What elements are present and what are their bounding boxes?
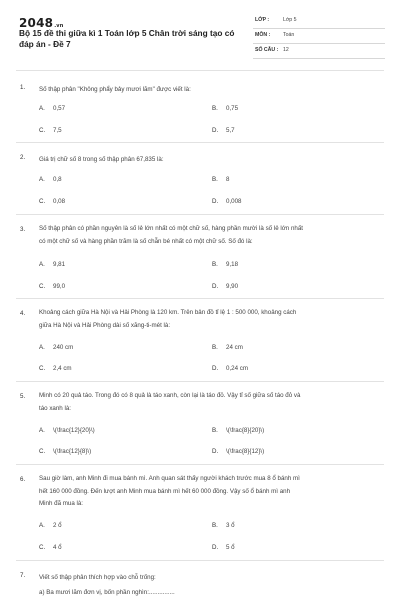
divider (16, 70, 384, 71)
option-letter: B. (212, 427, 218, 434)
info-label: MÔN : (255, 32, 271, 38)
option-text: \(\frac{12}{8}\) (53, 448, 92, 455)
option-letter: A. (39, 105, 45, 112)
option-b[interactable] (212, 522, 235, 529)
option-c[interactable] (39, 127, 62, 134)
option-letter: B. (212, 344, 218, 351)
option-d[interactable] (212, 127, 235, 134)
option-c[interactable] (39, 283, 65, 290)
option-b[interactable] (212, 176, 229, 183)
option-text: 8 (226, 176, 230, 183)
divider (16, 560, 384, 561)
option-letter: A. (39, 427, 45, 434)
option-letter: B. (212, 105, 218, 112)
question-number: 6. (20, 476, 26, 483)
option-d[interactable] (212, 544, 235, 551)
option-letter: C. (39, 448, 46, 455)
option-letter: D. (212, 127, 219, 134)
option-text: 240 cm (53, 344, 74, 351)
option-letter: B. (212, 176, 218, 183)
logo-suffix: .vn (54, 23, 64, 29)
option-d[interactable] (212, 448, 264, 455)
option-d[interactable] (212, 198, 241, 205)
page-title: Bộ 15 đề thi giữa kì 1 Toán lớp 5 Chân trời sáng tạo có đáp án - Đề 7 (19, 28, 235, 49)
option-text: \(\frac{8}{12}\) (226, 448, 265, 455)
option-text: 0,75 (226, 105, 239, 112)
question-text-line: hết 160 000 đồng. Đến lượt anh Minh mua bánh mì hết 60 000 đồng. Vậy số ổ bánh mì anh (39, 487, 291, 495)
question-text-line: Minh có 20 quả táo. Trong đó có 8 quả là táo xanh, còn lại là táo đỏ. Vậy tỉ số giữa số táo đỏ và (39, 392, 301, 399)
info-row-class (253, 14, 385, 29)
question-text (39, 307, 379, 332)
option-letter: A. (39, 261, 45, 268)
option-text: \(\frac{8}{20}\) (226, 427, 265, 434)
divider (16, 298, 384, 299)
option-a[interactable] (39, 105, 65, 112)
question-text-line: Minh đã mua là: (39, 500, 84, 507)
question-number: 3. (20, 226, 26, 233)
logo-main: 2048 (19, 16, 54, 30)
option-letter: A. (39, 176, 45, 183)
info-value: 12 (283, 47, 289, 53)
option-d[interactable] (212, 283, 238, 290)
option-text: 9,18 (226, 261, 239, 268)
divider (16, 142, 384, 143)
option-letter: C. (39, 127, 46, 134)
option-text: 2 ổ (53, 522, 62, 529)
option-text: 2,4 cm (53, 365, 72, 372)
question-number: 1. (20, 84, 26, 91)
option-b[interactable] (212, 261, 238, 268)
option-b[interactable] (212, 344, 243, 351)
question-text-line: Sau giờ làm, anh Minh đi mua bánh mì. Anh quan sát thấy người khách trước mua 8 ổ bánh mì (39, 475, 300, 482)
divider (16, 464, 384, 465)
question-text (39, 223, 379, 248)
question-text-line: táo xanh là: (39, 404, 71, 412)
divider (16, 381, 384, 382)
option-text: 0,008 (226, 198, 242, 205)
option-a[interactable] (39, 522, 62, 529)
question-text-line: Khoảng cách giữa Hà Nội và Hải Phòng là 120 km. Trên bản đồ tỉ lệ 1 : 500 000, khoảng cách (39, 309, 297, 316)
option-text: 24 cm (226, 344, 243, 351)
option-a[interactable] (39, 176, 62, 183)
option-letter: D. (212, 198, 219, 205)
option-text: 0,8 (53, 176, 62, 183)
option-text: 99,0 (53, 283, 66, 290)
question-number: 2. (20, 154, 26, 161)
option-text: 3 ổ (226, 522, 235, 529)
option-letter: B. (212, 522, 218, 529)
option-letter: A. (39, 344, 45, 351)
option-c[interactable] (39, 448, 91, 455)
option-a[interactable] (39, 427, 95, 434)
option-text: 9,81 (53, 261, 66, 268)
question-text: Giá trị chữ số 8 trong số thập phân 67,835 là: (39, 156, 164, 163)
option-letter: D. (212, 283, 219, 290)
question-text (39, 390, 379, 415)
option-text: 5,7 (226, 127, 235, 134)
option-c[interactable] (39, 198, 65, 205)
question-text-line: có một chữ số và hàng phần trăm là số chẵn bé nhất có một chữ số. Số đó là: (39, 237, 253, 245)
option-letter: C. (39, 544, 46, 551)
info-row-question-count (253, 44, 385, 59)
option-letter: D. (212, 365, 219, 372)
info-value: Toán (283, 32, 295, 38)
option-text: 0,57 (53, 105, 66, 112)
option-b[interactable] (212, 427, 264, 434)
option-text: 4 ổ (53, 544, 62, 551)
question-text: Số thập phân "Không phẩy bảy mươi lăm" được viết là: (39, 86, 191, 93)
question-number: 7. (20, 572, 26, 579)
option-c[interactable] (39, 544, 62, 551)
option-text: \(\frac{12}{20}\) (53, 427, 95, 434)
option-text: 9,90 (226, 283, 239, 290)
option-d[interactable] (212, 365, 248, 372)
option-letter: D. (212, 544, 219, 551)
info-value: Lớp 5 (283, 17, 297, 23)
page-header (0, 0, 400, 62)
option-letter: A. (39, 522, 45, 529)
option-letter: D. (212, 448, 219, 455)
question-number: 5. (20, 393, 26, 400)
option-letter: C. (39, 283, 46, 290)
option-a[interactable] (39, 344, 73, 351)
question-text-line: Số thập phân có phần nguyên là số lẻ lớn nhất có một chữ số, hàng phần mười là số lẻ lớn nhất (39, 225, 303, 232)
option-a[interactable] (39, 261, 65, 268)
option-text: 0,24 cm (226, 365, 249, 372)
info-label: SỐ CÂU : (255, 47, 279, 53)
option-b[interactable] (212, 105, 238, 112)
question-text: Viết số thập phân thích hợp vào chỗ trống: (39, 574, 156, 581)
option-letter: C. (39, 365, 46, 372)
exam-info-box (253, 14, 385, 59)
option-text: 0,08 (53, 198, 66, 205)
option-letter: C. (39, 198, 46, 205)
question-text (39, 473, 379, 511)
question-text-line: giữa Hà Nội và Hải Phòng dài số xăng-ti-mét là: (39, 321, 171, 329)
divider (16, 214, 384, 215)
option-text: 7,5 (53, 127, 62, 134)
option-text: 5 ổ (226, 544, 235, 551)
info-row-subject (253, 29, 385, 44)
question-number: 4. (20, 310, 26, 317)
info-label: LỚP : (255, 17, 270, 23)
option-letter: B. (212, 261, 218, 268)
fill-in-line[interactable]: a) Ba mươi lăm đơn vị, bốn phần nghìn:............... (39, 589, 175, 596)
option-c[interactable] (39, 365, 72, 372)
